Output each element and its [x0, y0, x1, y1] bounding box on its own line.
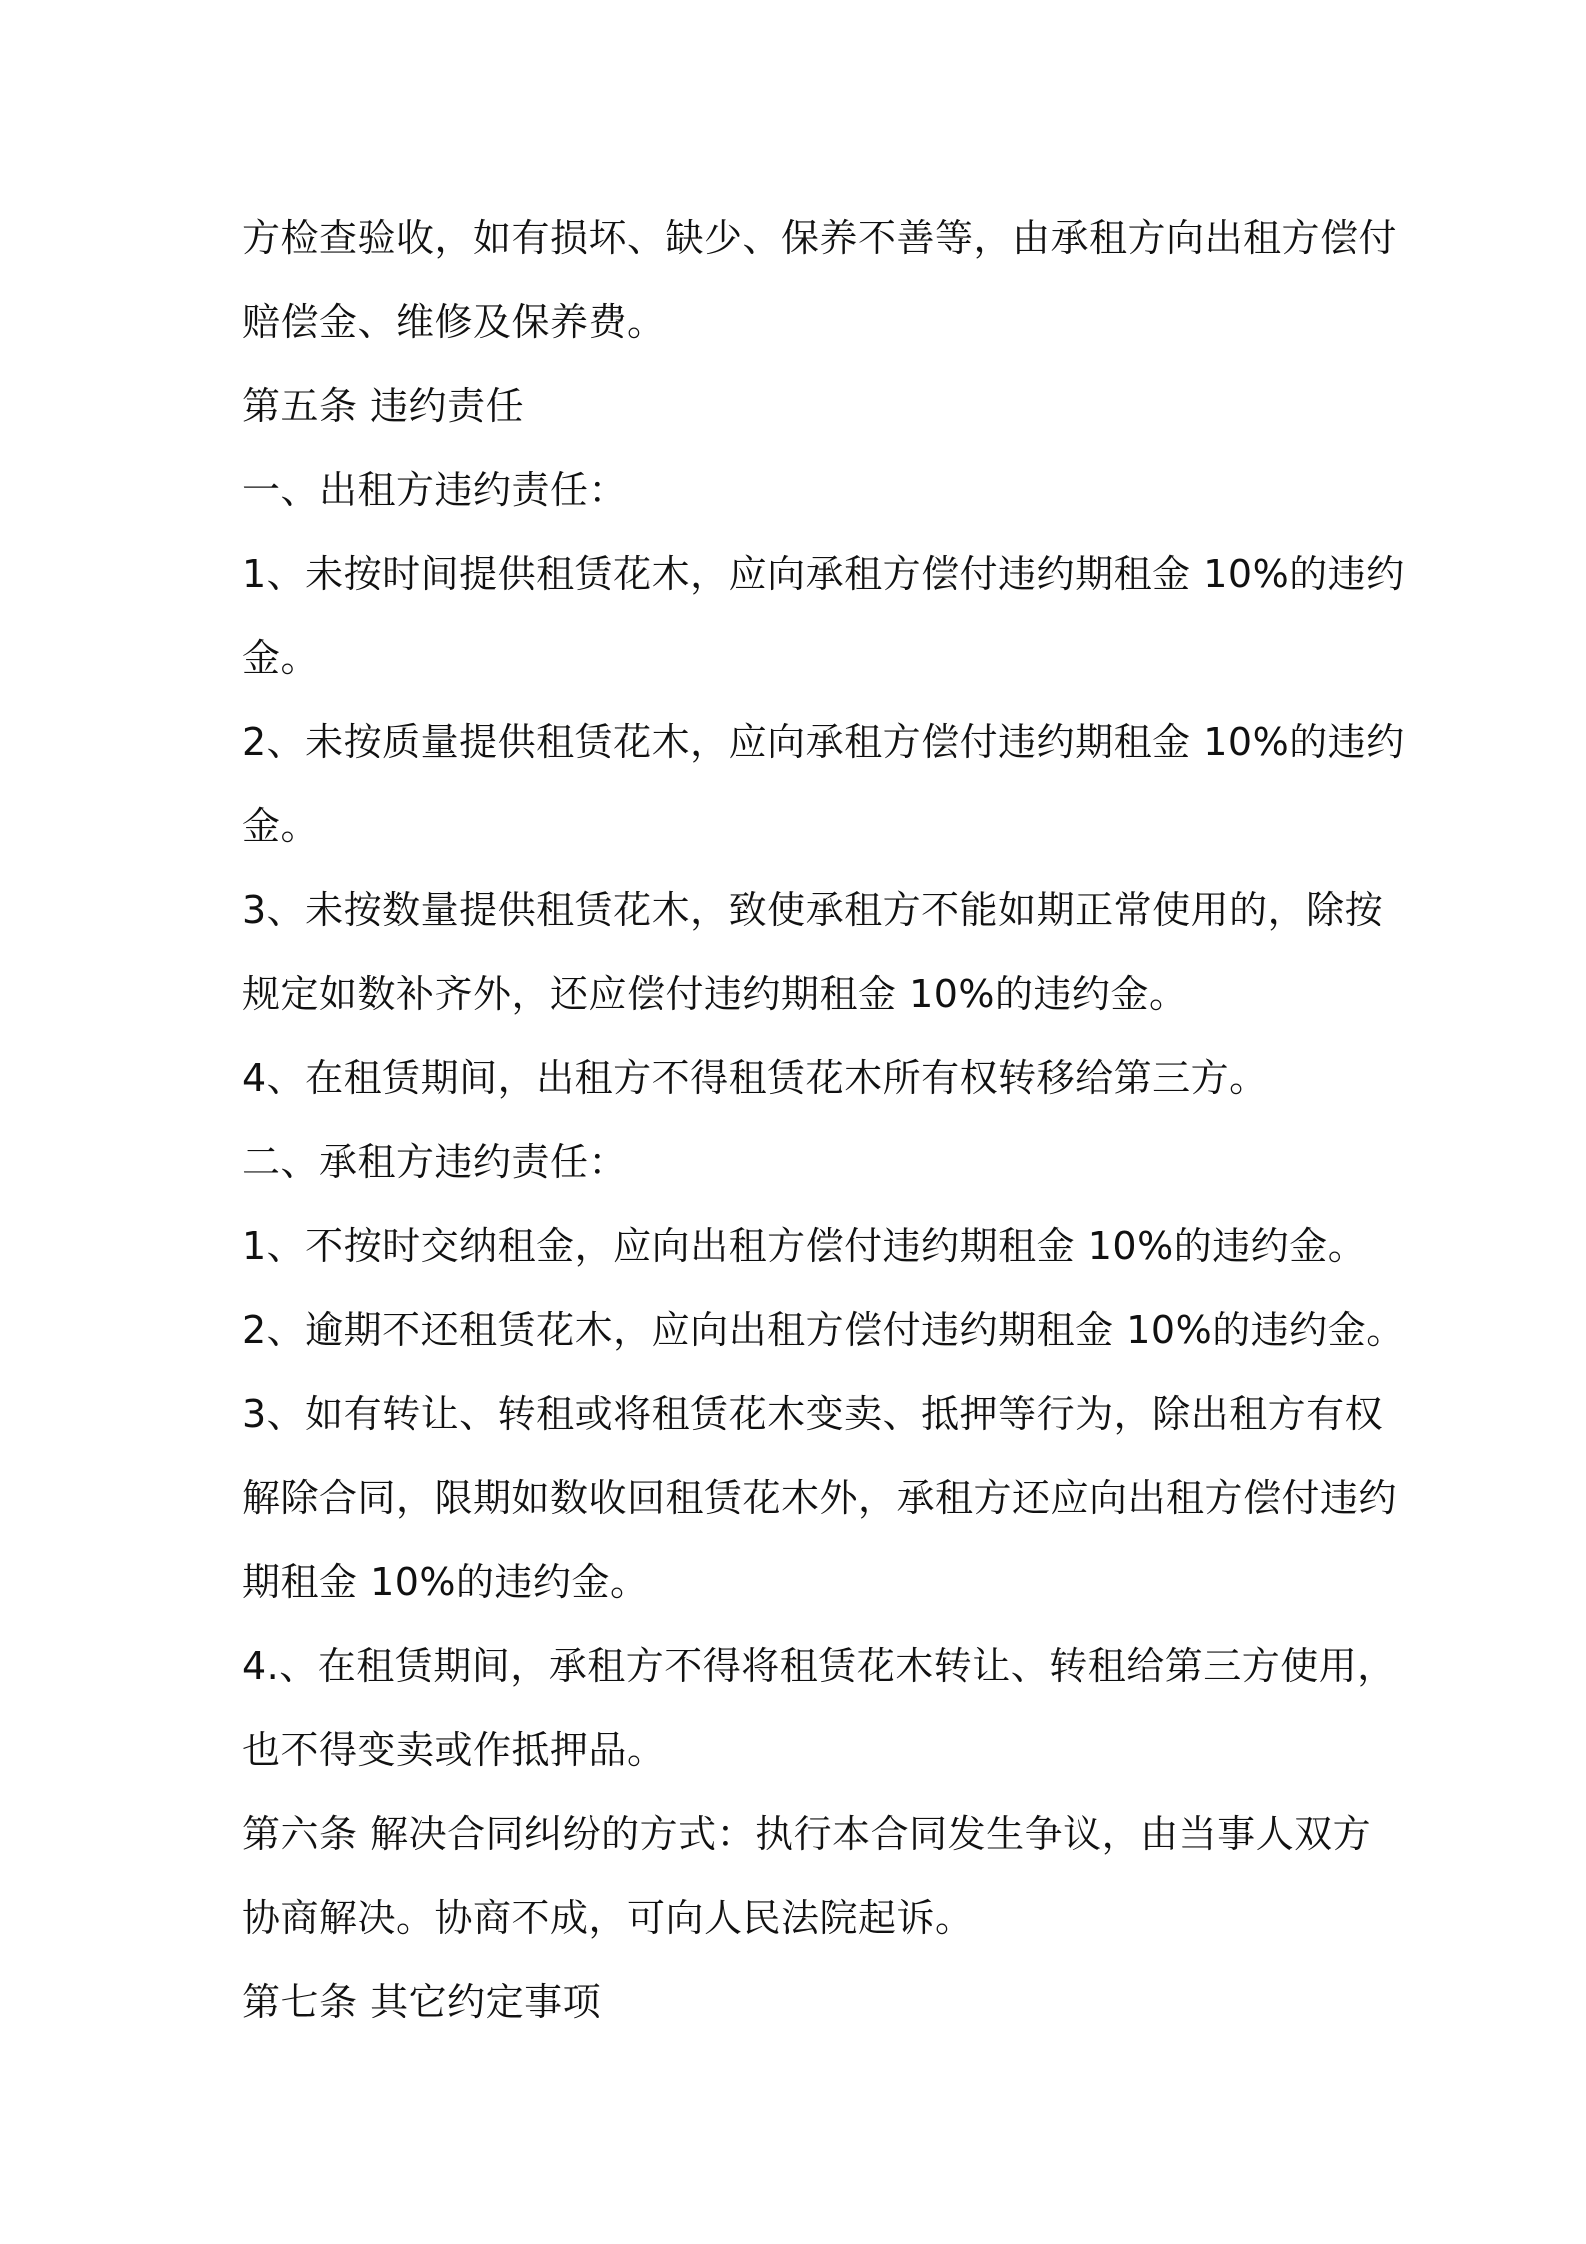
text-line: 赔偿金、维修及保养费。	[242, 300, 666, 344]
section-heading: 第五条 违约责任	[242, 384, 525, 428]
text-line: 3、未按数量提供租赁花木，致使承租方不能如期正常使用的，除按	[242, 888, 1384, 932]
subsection-heading: 二、承租方违约责任：	[242, 1140, 628, 1184]
text-line: 4.、在租赁期间，承租方不得将租赁花木转让、转租给第三方使用，	[242, 1644, 1396, 1688]
text-line: 1、不按时交纳租金，应向出租方偿付违约期租金 10%的违约金。	[242, 1224, 1367, 1268]
subsection-heading: 一、出租方违约责任：	[242, 468, 628, 512]
text-line: 1、未按时间提供租赁花木，应向承租方偿付违约期租金 10%的违约	[242, 552, 1405, 596]
text-line: 2、逾期不还租赁花木，应向出租方偿付违约期租金 10%的违约金。	[242, 1308, 1405, 1352]
text-line: 期租金 10%的违约金。	[242, 1560, 649, 1604]
text-line: 规定如数补齐外，还应偿付违约期租金 10%的违约金。	[242, 972, 1188, 1016]
text-line: 解除合同，限期如数收回租赁花木外，承租方还应向出租方偿付违约	[242, 1476, 1398, 1520]
text-line: 方检查验收，如有损坏、缺少、保养不善等，由承租方向出租方偿付	[242, 216, 1398, 260]
document-body	[242, 196, 1405, 2044]
text-line: 也不得变卖或作抵押品。	[242, 1728, 666, 1772]
section-heading: 第六条 解决合同纠纷的方式：执行本合同发生争议，由当事人双方	[242, 1812, 1372, 1856]
text-line: 3、如有转让、转租或将租赁花木变卖、抵押等行为，除出租方有权	[242, 1392, 1384, 1436]
section-heading: 第七条 其它约定事项	[242, 1980, 602, 2024]
text-line: 2、未按质量提供租赁花木，应向承租方偿付违约期租金 10%的违约	[242, 720, 1405, 764]
text-line: 4、在租赁期间，出租方不得租赁花木所有权转移给第三方。	[242, 1056, 1268, 1100]
text-line: 金。	[242, 804, 320, 848]
text-line: 协商解决。协商不成，可向人民法院起诉。	[242, 1896, 974, 1940]
text-line: 金。	[242, 636, 320, 680]
